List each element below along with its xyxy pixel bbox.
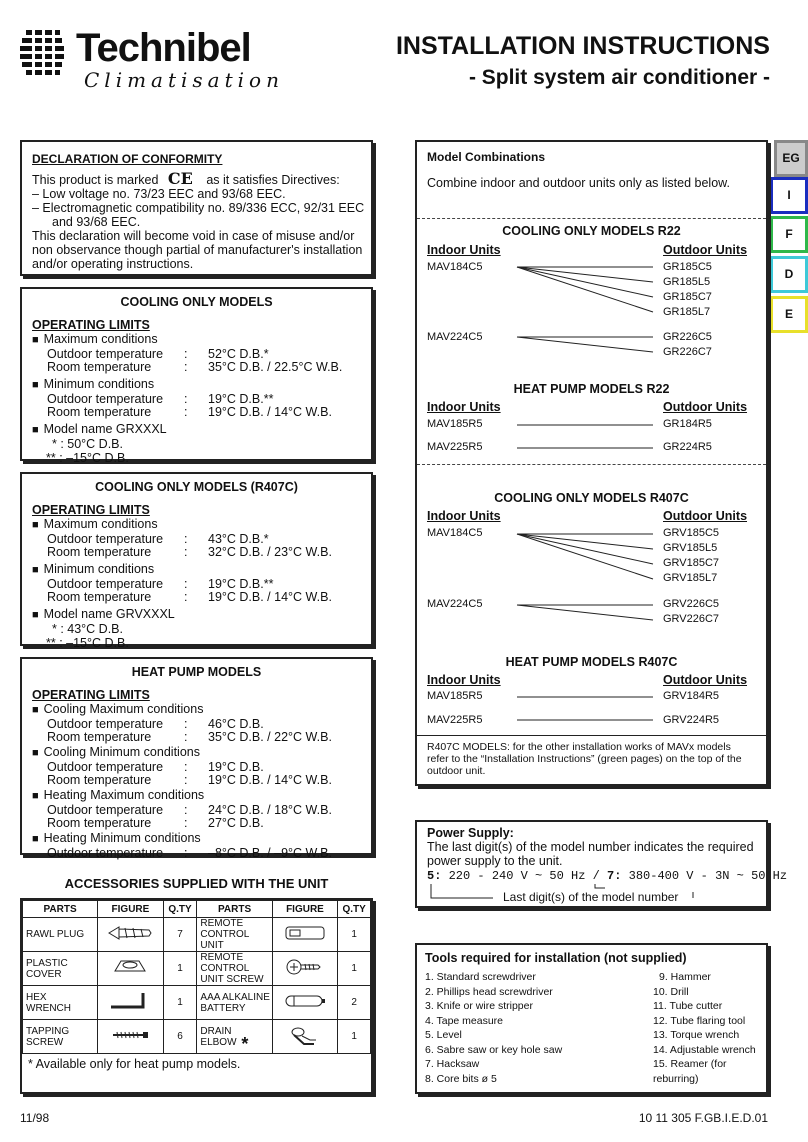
- s1-outdoor-1-1: GR185L5: [663, 276, 711, 288]
- heatpump-heating-max: ■ Heating Maximum conditions: [32, 788, 361, 803]
- colon: :: [184, 545, 188, 559]
- declaration-line1a: This product is marked: [32, 173, 159, 187]
- asterisk-mark: *: [241, 1034, 249, 1054]
- cooling-max: ■ Maximum conditions: [32, 332, 361, 347]
- s3-outdoor-1-3: GRV185L7: [663, 572, 718, 584]
- s4-indoor-1: MAV185R5: [427, 690, 483, 702]
- label-outdoor: Outdoor temperature: [47, 577, 164, 591]
- code-5: 5:: [427, 869, 442, 883]
- part-figure: [98, 986, 164, 1020]
- declaration-heading: DECLARATION OF CONFORMITY: [32, 152, 223, 166]
- cooling-r407c-min-room: [32, 590, 361, 603]
- part-qty: 1: [338, 1020, 371, 1054]
- tools-box: [415, 943, 768, 1094]
- label-room: Room temperature: [47, 405, 152, 419]
- divider: [417, 735, 766, 736]
- models-intro: Combine indoor and outdoor units only as listed below.: [427, 176, 730, 190]
- col-figure: FIGURE: [272, 901, 338, 918]
- note-line: R407C MODELS: for the other installation works of MAVx models: [427, 741, 731, 753]
- s4-connector-lines: [417, 690, 766, 730]
- colon: :: [184, 803, 188, 817]
- part-name-line: WRENCH: [26, 1002, 71, 1014]
- colon: :: [184, 392, 188, 406]
- s2-outdoor-2: GR224R5: [663, 441, 712, 453]
- table-row: [23, 986, 371, 1020]
- heatpump-hmax-outdoor: [32, 803, 361, 816]
- accessories-table: [22, 900, 371, 1054]
- cooling-max-outdoor: [32, 347, 361, 360]
- table-row: [23, 918, 371, 952]
- s3-indoor-label: Indoor Units: [427, 509, 501, 523]
- battery-icon: [280, 991, 330, 1011]
- part-figure: [98, 952, 164, 986]
- power-codes: [427, 869, 788, 883]
- part-name-line: TAPPING: [26, 1025, 70, 1037]
- hex-wrench-icon: [105, 989, 155, 1013]
- cooling-min-outdoor: [32, 392, 361, 405]
- ce-mark: CE: [167, 169, 193, 188]
- s4-indoor-2: MAV225R5: [427, 714, 483, 726]
- colon: :: [184, 816, 188, 830]
- declaration-item2b: and 93/68 EEC.: [52, 215, 141, 229]
- table-row: [23, 952, 371, 986]
- s2-indoor-1: MAV185R5: [427, 418, 483, 430]
- cooling-r407c-max-room: [32, 545, 361, 558]
- part-figure: [272, 1020, 338, 1054]
- tapping-screw-icon: [105, 1027, 155, 1043]
- part-figure: [272, 918, 338, 952]
- tab-d[interactable]: D: [770, 256, 808, 293]
- list-item: 13. Torque wrench: [653, 1029, 740, 1041]
- label-outdoor: Outdoor temperature: [47, 717, 164, 731]
- heatpump-cmax-outdoor: [32, 717, 361, 730]
- declaration-line1b: as it satisfies Directives:: [206, 173, 340, 187]
- colon: :: [184, 347, 188, 361]
- s1-outdoor-1-2: GR185C7: [663, 291, 712, 303]
- part-name-line: AAA ALKALINE: [200, 991, 270, 1003]
- s1-indoor-label: Indoor Units: [427, 243, 501, 257]
- part-qty: 1: [338, 918, 371, 952]
- value: 19°C D.B. / 14°C W.B.: [208, 590, 332, 604]
- cooling-limits: OPERATING LIMITS: [32, 318, 150, 332]
- voltage-7: 380-400 V - 3N ~ 50 Hz: [628, 869, 788, 883]
- heatpump-heating-min: ■ Heating Minimum conditions: [32, 831, 361, 846]
- cooling-r407c-max: ■ Maximum conditions: [32, 517, 361, 532]
- col-qty: Q.TY: [163, 901, 197, 918]
- label-outdoor: Outdoor temperature: [47, 760, 164, 774]
- colon: :: [184, 773, 188, 787]
- table-header-row: [23, 901, 371, 918]
- part-name: [23, 986, 98, 1020]
- value: 19°C D.B. / 14°C W.B.: [208, 773, 332, 787]
- part-name: [197, 986, 272, 1020]
- declaration-box: [20, 140, 373, 276]
- part-figure: [272, 952, 338, 986]
- part-name-line: SCREW: [26, 1036, 64, 1048]
- cooling-r407c-max-outdoor: [32, 532, 361, 545]
- list-item: 8. Core bits ø 5: [425, 1072, 497, 1085]
- footer-code: 10 11 305 F.GB.I.E.D.01: [638, 1111, 768, 1125]
- s4-outdoor-1: GRV184R5: [663, 690, 720, 702]
- s1-outdoor-1-0: GR185C5: [663, 261, 712, 273]
- list-item: 10. Drill: [653, 985, 689, 998]
- tab-f[interactable]: F: [770, 216, 808, 253]
- list-item: 6. Sabre saw or key hole saw: [425, 1043, 563, 1056]
- brand-name: Technibel: [76, 26, 251, 70]
- heatpump-title: HEAT PUMP MODELS: [131, 665, 262, 679]
- value: 27°C D.B.: [208, 816, 264, 830]
- tools-list-left: [425, 970, 562, 1086]
- heatpump-cmin-room: [32, 773, 361, 786]
- list-item: 14. Adjustable wrench: [653, 1043, 756, 1056]
- part-figure: [272, 986, 338, 1020]
- list-item: 3. Knife or wire stripper: [425, 1000, 533, 1012]
- accessories-box: [20, 898, 373, 1094]
- value: 19°C D.B.**: [208, 392, 274, 406]
- drain-elbow-icon: [280, 1022, 330, 1048]
- part-name-line: DRAIN: [200, 1025, 232, 1037]
- part-qty: 7: [163, 918, 197, 952]
- page-subtitle: - Split system air conditioner -: [468, 66, 770, 89]
- list-item: 12. Tube flaring tool: [653, 1014, 746, 1027]
- cooling-r407c-box: [20, 472, 373, 650]
- list-item: 5. Level: [425, 1029, 462, 1041]
- cooling-r407c-limits: OPERATING LIMITS: [32, 503, 150, 517]
- declaration-text1: This declaration will become void in case of misuse and/or: [32, 229, 355, 243]
- models-title: Model Combinations: [427, 150, 545, 164]
- colon: :: [184, 730, 188, 744]
- brand-subtitle: Climatisation: [84, 68, 284, 92]
- part-qty: 2: [338, 986, 371, 1020]
- part-qty: 6: [163, 1020, 197, 1054]
- heatpump-box: [20, 657, 373, 860]
- cooling-r407c-model: ■ Model name GRVXXXL: [32, 607, 361, 622]
- s3-indoor-1: MAV184C5: [427, 527, 483, 539]
- heatpump-cooling-min: ■ Cooling Minimum conditions: [32, 745, 361, 760]
- colon: :: [184, 405, 188, 419]
- colon: :: [184, 760, 188, 774]
- part-qty: 1: [163, 986, 197, 1020]
- tab-i[interactable]: I: [770, 177, 808, 214]
- rawl-plug-icon: [105, 923, 155, 943]
- note-line: refer to the “Installation Instructions” (green pages) on the top of the: [427, 753, 742, 765]
- s3-connector-lines: [417, 525, 766, 635]
- declaration-item1: – Low voltage no. 73/23 EEC and 93/68 EEC.: [32, 187, 286, 201]
- s3-indoor-2: MAV224C5: [427, 598, 483, 610]
- part-name-line: UNIT SCREW: [200, 974, 264, 985]
- col-parts: PARTS: [23, 901, 98, 918]
- part-name-line: PLASTIC: [26, 957, 68, 969]
- value: 32°C D.B. / 23°C W.B.: [208, 545, 332, 559]
- r407c-note: [427, 741, 742, 777]
- part-name: [23, 1020, 98, 1054]
- s1-indoor-1: MAV184C5: [427, 261, 483, 273]
- col-parts: PARTS: [197, 901, 272, 918]
- label-outdoor: Outdoor temperature: [47, 347, 164, 361]
- s1-outdoor-label: Outdoor Units: [663, 243, 748, 257]
- part-qty: 1: [338, 952, 371, 986]
- accessories-footnote: * Available only for heat pump models.: [28, 1057, 241, 1071]
- value: 52°C D.B.*: [208, 347, 269, 361]
- heatpump-hmin-outdoor: [32, 846, 361, 859]
- s3-title: COOLING ONLY MODELS R407C: [494, 491, 689, 505]
- s1-outdoor-1-3: GR185L7: [663, 306, 711, 318]
- part-name-line: REMOTE: [200, 918, 244, 929]
- label-room: Room temperature: [47, 360, 152, 374]
- list-item: 2. Phillips head screwdriver: [425, 985, 553, 998]
- screw-icon: [280, 955, 330, 979]
- col-qty: Q.TY: [338, 901, 371, 918]
- cooling-r407c-note2: ** : –15°C D.B.: [46, 636, 129, 650]
- slash: /: [592, 869, 600, 883]
- model-combinations-box: [415, 140, 768, 786]
- s3-outdoor-1-1: GRV185L5: [663, 542, 718, 554]
- label-room: Room temperature: [47, 545, 152, 559]
- accessories-title: ACCESSORIES SUPPLIED WITH THE UNIT: [64, 876, 329, 891]
- tools-list-right: [653, 970, 766, 1086]
- label-room: Room temperature: [47, 590, 152, 604]
- cooling-r407c-min-outdoor: [32, 577, 361, 590]
- colon: :: [184, 717, 188, 731]
- declaration-item2a: – Electromagnetic compatibility no. 89/336 ECC, 92/31 EEC: [32, 201, 365, 215]
- power-title: Power Supply:: [427, 826, 514, 840]
- part-figure: [98, 918, 164, 952]
- heatpump-cmin-outdoor: [32, 760, 361, 773]
- page-title: INSTALLATION INSTRUCTIONS: [395, 32, 770, 60]
- code-7: 7:: [607, 869, 622, 883]
- s2-outdoor-label: Outdoor Units: [663, 400, 748, 414]
- value: 19°C D.B. / 14°C W.B.: [208, 405, 332, 419]
- part-name-line: BATTERY: [200, 1002, 246, 1014]
- part-name: [23, 918, 98, 952]
- remote-control-icon: [280, 923, 330, 943]
- declaration-text3: and/or operating instructions.: [32, 257, 194, 271]
- list-item: 9. Hammer: [659, 971, 711, 983]
- s1-outdoor-2-0: GR226C5: [663, 331, 712, 343]
- power-caption: Last digit(s) of the model number: [503, 890, 679, 904]
- heatpump-limits: OPERATING LIMITS: [32, 688, 150, 702]
- cooling-min: ■ Minimum conditions: [32, 377, 361, 392]
- value: 35°C D.B. / 22°C W.B.: [208, 730, 332, 744]
- part-name-line: ELBOW: [200, 1036, 237, 1048]
- list-item: 11. Tube cutter: [653, 1000, 723, 1012]
- s2-connector-lines: [417, 418, 766, 458]
- colon: :: [184, 532, 188, 546]
- brand-logo: [16, 22, 306, 94]
- cooling-max-room: [32, 360, 361, 373]
- s4-title: HEAT PUMP MODELS R407C: [505, 655, 678, 669]
- value: 46°C D.B.: [208, 717, 264, 731]
- cooling-r407c-min: ■ Minimum conditions: [32, 562, 361, 577]
- label-room: Room temperature: [47, 816, 152, 830]
- label-outdoor: Outdoor temperature: [47, 392, 164, 406]
- value: 43°C D.B.*: [208, 532, 269, 546]
- col-figure: FIGURE: [98, 901, 164, 918]
- plastic-cover-icon: [105, 953, 155, 981]
- heatpump-cooling-max: ■ Cooling Maximum conditions: [32, 702, 361, 717]
- label-outdoor: Outdoor temperature: [47, 846, 164, 860]
- s2-indoor-2: MAV225R5: [427, 441, 483, 453]
- s3-outdoor-label: Outdoor Units: [663, 509, 748, 523]
- part-name: [197, 918, 272, 952]
- heatpump-cmax-room: [32, 730, 361, 743]
- cooling-title: COOLING ONLY MODELS: [120, 295, 273, 309]
- note-line: outdoor unit.: [427, 765, 486, 777]
- colon: :: [184, 846, 188, 860]
- part-name-line: COVER: [26, 968, 62, 980]
- declaration-line1: [32, 169, 361, 188]
- part-name: [197, 1020, 272, 1054]
- list-item: 15. Reamer (for reburring): [653, 1058, 727, 1085]
- s1-indoor-2: MAV224C5: [427, 331, 483, 343]
- part-name: [23, 952, 98, 986]
- s2-indoor-label: Indoor Units: [427, 400, 501, 414]
- tab-eg[interactable]: EG: [774, 140, 808, 177]
- cooling-note2: ** : –15°C D.B.: [46, 451, 129, 465]
- s3-outdoor-2-1: GRV226C7: [663, 613, 720, 625]
- voltage-5: 220 - 240 V ~ 50 Hz: [448, 869, 586, 883]
- cooling-r407c-title: COOLING ONLY MODELS (R407C): [95, 480, 298, 494]
- s4-outdoor-2: GRV224R5: [663, 714, 720, 726]
- s1-outdoor-2-1: GR226C7: [663, 346, 712, 358]
- footer-date: 11/98: [20, 1111, 50, 1125]
- part-figure: [98, 1020, 164, 1054]
- label-room: Room temperature: [47, 730, 152, 744]
- label-room: Room temperature: [47, 773, 152, 787]
- list-item: 4. Tape measure: [425, 1014, 504, 1027]
- s1-connector-lines: [417, 258, 766, 368]
- colon: :: [184, 577, 188, 591]
- s3-outdoor-1-0: GRV185C5: [663, 527, 720, 539]
- s1-title: COOLING ONLY MODELS R22: [502, 224, 681, 238]
- cooling-min-room: [32, 405, 361, 418]
- part-name-line: REMOTE CONTROL: [200, 952, 250, 974]
- value: 24°C D.B. / 18°C W.B.: [208, 803, 332, 817]
- part-name-line: CONTROL UNIT: [200, 929, 249, 951]
- divider: [417, 464, 766, 465]
- value: 19°C D.B.: [208, 760, 264, 774]
- tools-title: Tools required for installation (not supplied): [425, 951, 687, 965]
- declaration-text2: non observance though partial of manufacturer's installation: [32, 243, 363, 257]
- s2-outdoor-1: GR184R5: [663, 418, 712, 430]
- label-outdoor: Outdoor temperature: [47, 803, 164, 817]
- cooling-model: ■ Model name GRXXXL: [32, 422, 361, 437]
- heatpump-hmax-room: [32, 816, 361, 829]
- colon: :: [184, 590, 188, 604]
- power-text2: power supply to the unit.: [427, 854, 563, 868]
- list-item: 7. Hacksaw: [425, 1058, 480, 1070]
- s2-title: HEAT PUMP MODELS R22: [513, 382, 670, 396]
- part-name-line: HEX: [26, 991, 47, 1003]
- cooling-note1: * : 50°C D.B.: [52, 437, 123, 451]
- s4-indoor-label: Indoor Units: [427, 673, 501, 687]
- label-outdoor: Outdoor temperature: [47, 532, 164, 546]
- colon: :: [184, 360, 188, 374]
- value: 35°C D.B. / 22.5°C W.B.: [208, 360, 343, 374]
- divider: [417, 218, 766, 219]
- cooling-box: [20, 287, 373, 465]
- s3-outdoor-1-2: GRV185C7: [663, 557, 720, 569]
- table-row: [23, 1020, 371, 1054]
- s4-outdoor-label: Outdoor Units: [663, 673, 748, 687]
- value: –8°C D.B. / –9°C W.B.: [208, 846, 332, 860]
- part-name: [197, 952, 272, 986]
- s3-outdoor-2-0: GRV226C5: [663, 598, 720, 610]
- power-supply-box: [415, 820, 788, 908]
- power-text1: The last digit(s) of the model number indicates the required: [427, 840, 754, 854]
- tab-e[interactable]: E: [770, 296, 808, 333]
- value: 19°C D.B.**: [208, 577, 274, 591]
- cooling-r407c-note1: * : 43°C D.B.: [52, 622, 123, 636]
- part-qty: 1: [163, 952, 197, 986]
- list-item: 1. Standard screwdriver: [425, 971, 536, 983]
- part-name-line: RAWL PLUG: [26, 929, 85, 940]
